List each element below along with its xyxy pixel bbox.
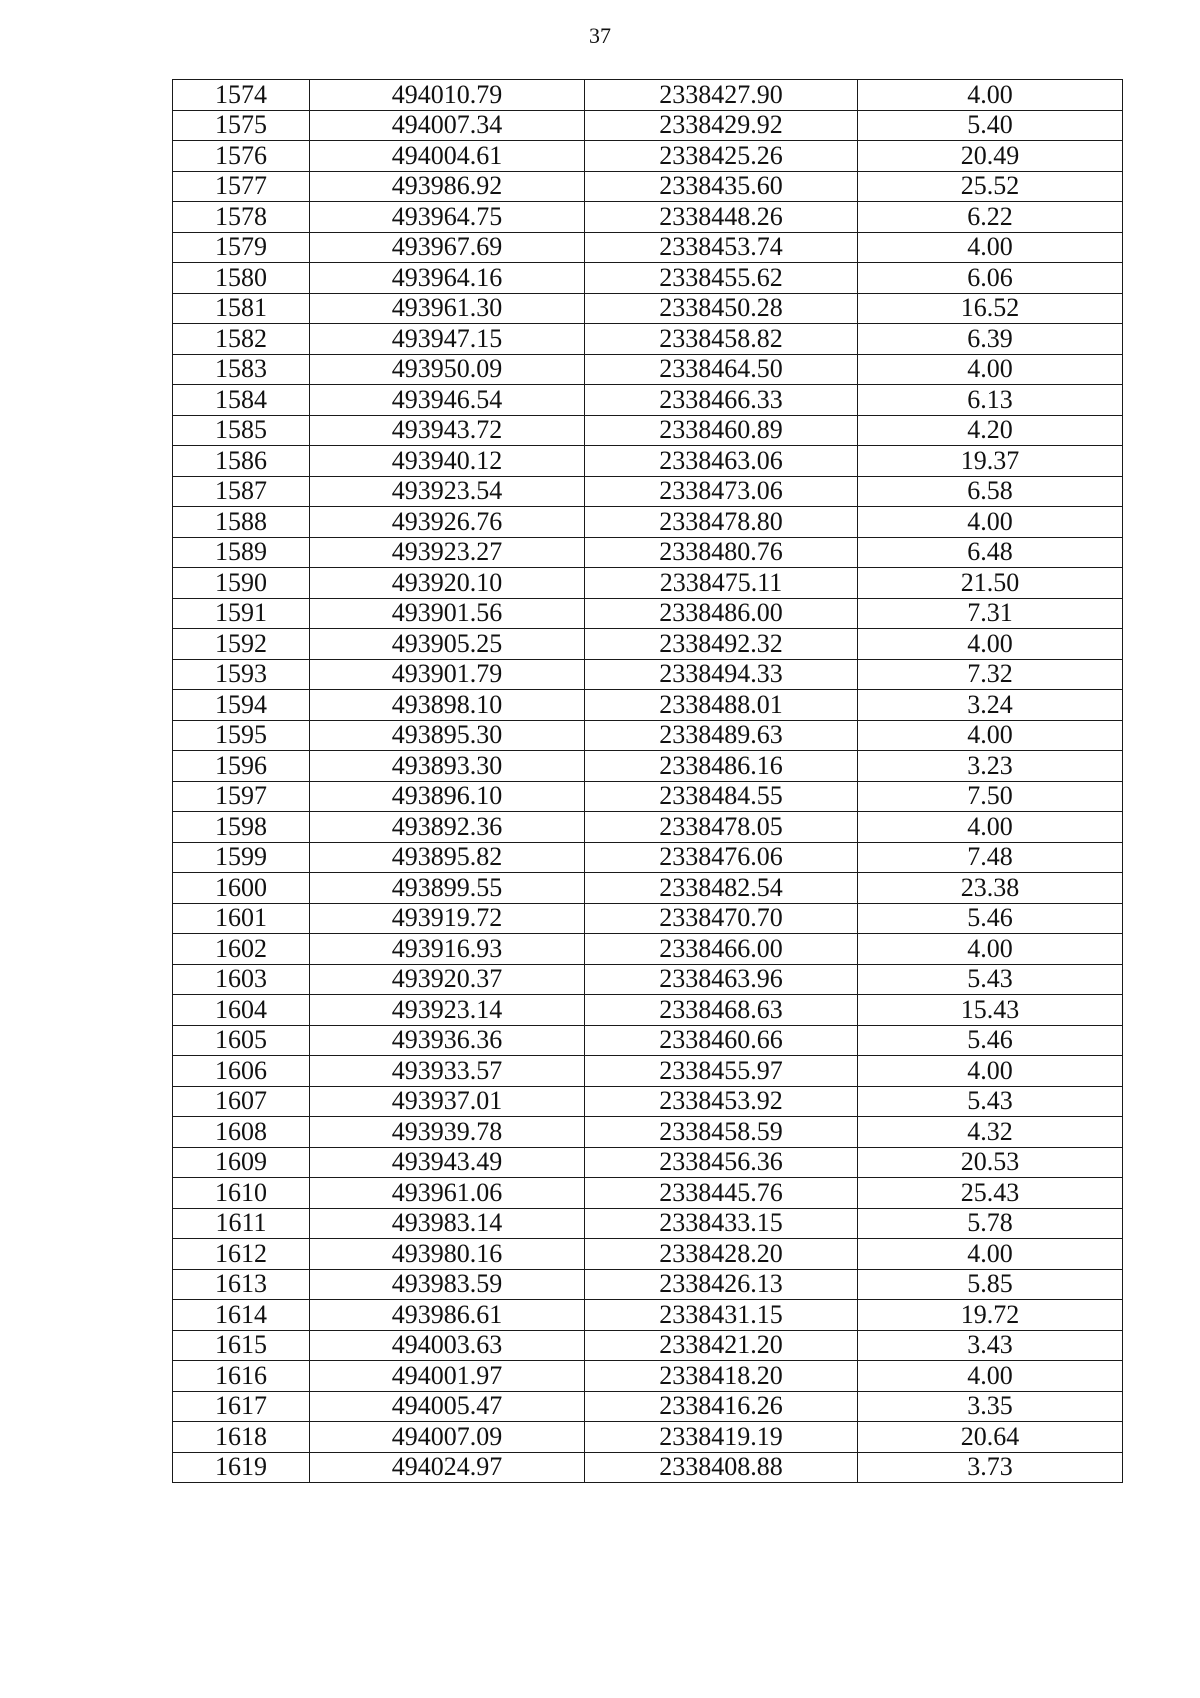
table-row [173, 476, 1123, 507]
point-number-cell: 1594 [173, 690, 310, 721]
y-coordinate-cell: 2338433.15 [585, 1208, 858, 1239]
y-coordinate-cell: 2338431.15 [585, 1300, 858, 1331]
y-coordinate-cell: 2338455.62 [585, 263, 858, 294]
table-row [173, 934, 1123, 965]
table-row [173, 1025, 1123, 1056]
point-number-cell: 1597 [173, 781, 310, 812]
point-number-cell: 1606 [173, 1056, 310, 1087]
distance-cell: 20.53 [858, 1147, 1123, 1178]
y-coordinate-cell: 2338425.26 [585, 141, 858, 172]
distance-cell: 6.48 [858, 537, 1123, 568]
table-row [173, 80, 1123, 111]
y-coordinate-cell: 2338435.60 [585, 171, 858, 202]
point-number-cell: 1613 [173, 1269, 310, 1300]
table-row [173, 842, 1123, 873]
x-coordinate-cell: 493933.57 [310, 1056, 585, 1087]
point-number-cell: 1610 [173, 1178, 310, 1209]
table-row [173, 537, 1123, 568]
x-coordinate-cell: 493898.10 [310, 690, 585, 721]
y-coordinate-cell: 2338486.00 [585, 598, 858, 629]
point-number-cell: 1611 [173, 1208, 310, 1239]
x-coordinate-cell: 493923.14 [310, 995, 585, 1026]
table-row [173, 1452, 1123, 1483]
y-coordinate-cell: 2338450.28 [585, 293, 858, 324]
x-coordinate-cell: 494007.34 [310, 110, 585, 141]
distance-cell: 4.00 [858, 80, 1123, 111]
point-number-cell: 1592 [173, 629, 310, 660]
point-number-cell: 1584 [173, 385, 310, 416]
y-coordinate-cell: 2338484.55 [585, 781, 858, 812]
distance-cell: 16.52 [858, 293, 1123, 324]
point-number-cell: 1580 [173, 263, 310, 294]
x-coordinate-cell: 493899.55 [310, 873, 585, 904]
table-row [173, 873, 1123, 904]
distance-cell: 4.32 [858, 1117, 1123, 1148]
x-coordinate-cell: 493892.36 [310, 812, 585, 843]
point-number-cell: 1593 [173, 659, 310, 690]
distance-cell: 19.37 [858, 446, 1123, 477]
y-coordinate-cell: 2338476.06 [585, 842, 858, 873]
x-coordinate-cell: 493893.30 [310, 751, 585, 782]
distance-cell: 4.00 [858, 232, 1123, 263]
distance-cell: 15.43 [858, 995, 1123, 1026]
table-row [173, 751, 1123, 782]
distance-cell: 5.40 [858, 110, 1123, 141]
table-row [173, 598, 1123, 629]
x-coordinate-cell: 493923.54 [310, 476, 585, 507]
table-row [173, 202, 1123, 233]
table-row [173, 1391, 1123, 1422]
coordinates-table-body [173, 80, 1123, 1483]
distance-cell: 19.72 [858, 1300, 1123, 1331]
distance-cell: 20.49 [858, 141, 1123, 172]
y-coordinate-cell: 2338427.90 [585, 80, 858, 111]
x-coordinate-cell: 493964.16 [310, 263, 585, 294]
x-coordinate-cell: 494007.09 [310, 1422, 585, 1453]
x-coordinate-cell: 493947.15 [310, 324, 585, 355]
x-coordinate-cell: 493920.37 [310, 964, 585, 995]
table-row [173, 1361, 1123, 1392]
table-row [173, 446, 1123, 477]
distance-cell: 4.00 [858, 629, 1123, 660]
distance-cell: 3.73 [858, 1452, 1123, 1483]
table-row [173, 1422, 1123, 1453]
distance-cell: 4.00 [858, 1361, 1123, 1392]
distance-cell: 4.00 [858, 934, 1123, 965]
point-number-cell: 1616 [173, 1361, 310, 1392]
x-coordinate-cell: 493937.01 [310, 1086, 585, 1117]
point-number-cell: 1598 [173, 812, 310, 843]
distance-cell: 4.00 [858, 1056, 1123, 1087]
table-row [173, 1208, 1123, 1239]
distance-cell: 23.38 [858, 873, 1123, 904]
y-coordinate-cell: 2338458.82 [585, 324, 858, 355]
y-coordinate-cell: 2338478.80 [585, 507, 858, 538]
distance-cell: 25.43 [858, 1178, 1123, 1209]
y-coordinate-cell: 2338468.63 [585, 995, 858, 1026]
y-coordinate-cell: 2338466.33 [585, 385, 858, 416]
point-number-cell: 1575 [173, 110, 310, 141]
x-coordinate-cell: 493986.61 [310, 1300, 585, 1331]
x-coordinate-cell: 493895.30 [310, 720, 585, 751]
x-coordinate-cell: 493926.76 [310, 507, 585, 538]
y-coordinate-cell: 2338486.16 [585, 751, 858, 782]
table-row [173, 1300, 1123, 1331]
distance-cell: 25.52 [858, 171, 1123, 202]
y-coordinate-cell: 2338445.76 [585, 1178, 858, 1209]
point-number-cell: 1583 [173, 354, 310, 385]
y-coordinate-cell: 2338466.00 [585, 934, 858, 965]
point-number-cell: 1618 [173, 1422, 310, 1453]
table-row [173, 263, 1123, 294]
y-coordinate-cell: 2338418.20 [585, 1361, 858, 1392]
x-coordinate-cell: 493961.30 [310, 293, 585, 324]
distance-cell: 4.00 [858, 1239, 1123, 1270]
table-row [173, 110, 1123, 141]
distance-cell: 20.64 [858, 1422, 1123, 1453]
y-coordinate-cell: 2338489.63 [585, 720, 858, 751]
point-number-cell: 1615 [173, 1330, 310, 1361]
x-coordinate-cell: 494024.97 [310, 1452, 585, 1483]
table-row [173, 995, 1123, 1026]
table-row [173, 324, 1123, 355]
point-number-cell: 1589 [173, 537, 310, 568]
x-coordinate-cell: 493923.27 [310, 537, 585, 568]
table-row [173, 568, 1123, 599]
x-coordinate-cell: 494010.79 [310, 80, 585, 111]
point-number-cell: 1603 [173, 964, 310, 995]
y-coordinate-cell: 2338448.26 [585, 202, 858, 233]
point-number-cell: 1596 [173, 751, 310, 782]
point-number-cell: 1585 [173, 415, 310, 446]
y-coordinate-cell: 2338408.88 [585, 1452, 858, 1483]
x-coordinate-cell: 493961.06 [310, 1178, 585, 1209]
x-coordinate-cell: 493895.82 [310, 842, 585, 873]
y-coordinate-cell: 2338463.06 [585, 446, 858, 477]
table-row [173, 659, 1123, 690]
table-row [173, 812, 1123, 843]
y-coordinate-cell: 2338482.54 [585, 873, 858, 904]
y-coordinate-cell: 2338460.66 [585, 1025, 858, 1056]
distance-cell: 3.23 [858, 751, 1123, 782]
table-row [173, 720, 1123, 751]
x-coordinate-cell: 493967.69 [310, 232, 585, 263]
distance-cell: 7.50 [858, 781, 1123, 812]
distance-cell: 6.58 [858, 476, 1123, 507]
y-coordinate-cell: 2338421.20 [585, 1330, 858, 1361]
x-coordinate-cell: 493939.78 [310, 1117, 585, 1148]
y-coordinate-cell: 2338455.97 [585, 1056, 858, 1087]
y-coordinate-cell: 2338419.19 [585, 1422, 858, 1453]
distance-cell: 7.31 [858, 598, 1123, 629]
point-number-cell: 1576 [173, 141, 310, 172]
x-coordinate-cell: 493986.92 [310, 171, 585, 202]
x-coordinate-cell: 494003.63 [310, 1330, 585, 1361]
point-number-cell: 1604 [173, 995, 310, 1026]
table-row [173, 232, 1123, 263]
x-coordinate-cell: 493983.59 [310, 1269, 585, 1300]
point-number-cell: 1582 [173, 324, 310, 355]
table-row [173, 1330, 1123, 1361]
y-coordinate-cell: 2338458.59 [585, 1117, 858, 1148]
point-number-cell: 1609 [173, 1147, 310, 1178]
table-row [173, 1147, 1123, 1178]
y-coordinate-cell: 2338478.05 [585, 812, 858, 843]
y-coordinate-cell: 2338494.33 [585, 659, 858, 690]
point-number-cell: 1581 [173, 293, 310, 324]
table-row [173, 1086, 1123, 1117]
x-coordinate-cell: 493936.36 [310, 1025, 585, 1056]
distance-cell: 4.00 [858, 720, 1123, 751]
point-number-cell: 1608 [173, 1117, 310, 1148]
table-row [173, 385, 1123, 416]
distance-cell: 5.78 [858, 1208, 1123, 1239]
x-coordinate-cell: 493964.75 [310, 202, 585, 233]
distance-cell: 4.00 [858, 507, 1123, 538]
table-row [173, 903, 1123, 934]
y-coordinate-cell: 2338456.36 [585, 1147, 858, 1178]
distance-cell: 21.50 [858, 568, 1123, 599]
point-number-cell: 1619 [173, 1452, 310, 1483]
x-coordinate-cell: 493983.14 [310, 1208, 585, 1239]
y-coordinate-cell: 2338488.01 [585, 690, 858, 721]
table-row [173, 415, 1123, 446]
point-number-cell: 1617 [173, 1391, 310, 1422]
table-row [173, 354, 1123, 385]
distance-cell: 3.24 [858, 690, 1123, 721]
x-coordinate-cell: 493980.16 [310, 1239, 585, 1270]
point-number-cell: 1605 [173, 1025, 310, 1056]
point-number-cell: 1595 [173, 720, 310, 751]
distance-cell: 5.43 [858, 964, 1123, 995]
y-coordinate-cell: 2338453.74 [585, 232, 858, 263]
point-number-cell: 1607 [173, 1086, 310, 1117]
x-coordinate-cell: 493943.49 [310, 1147, 585, 1178]
point-number-cell: 1602 [173, 934, 310, 965]
table-row [173, 629, 1123, 660]
x-coordinate-cell: 493920.10 [310, 568, 585, 599]
distance-cell: 4.20 [858, 415, 1123, 446]
x-coordinate-cell: 493901.79 [310, 659, 585, 690]
x-coordinate-cell: 493950.09 [310, 354, 585, 385]
distance-cell: 3.43 [858, 1330, 1123, 1361]
y-coordinate-cell: 2338429.92 [585, 110, 858, 141]
x-coordinate-cell: 493916.93 [310, 934, 585, 965]
y-coordinate-cell: 2338480.76 [585, 537, 858, 568]
y-coordinate-cell: 2338460.89 [585, 415, 858, 446]
point-number-cell: 1588 [173, 507, 310, 538]
point-number-cell: 1600 [173, 873, 310, 904]
y-coordinate-cell: 2338416.26 [585, 1391, 858, 1422]
y-coordinate-cell: 2338470.70 [585, 903, 858, 934]
y-coordinate-cell: 2338464.50 [585, 354, 858, 385]
point-number-cell: 1612 [173, 1239, 310, 1270]
point-number-cell: 1578 [173, 202, 310, 233]
point-number-cell: 1579 [173, 232, 310, 263]
distance-cell: 6.39 [858, 324, 1123, 355]
table-row [173, 507, 1123, 538]
x-coordinate-cell: 493946.54 [310, 385, 585, 416]
distance-cell: 4.00 [858, 812, 1123, 843]
table-row [173, 1056, 1123, 1087]
distance-cell: 7.32 [858, 659, 1123, 690]
distance-cell: 5.85 [858, 1269, 1123, 1300]
table-row [173, 171, 1123, 202]
point-number-cell: 1591 [173, 598, 310, 629]
x-coordinate-cell: 493901.56 [310, 598, 585, 629]
x-coordinate-cell: 494004.61 [310, 141, 585, 172]
y-coordinate-cell: 2338475.11 [585, 568, 858, 599]
distance-cell: 4.00 [858, 354, 1123, 385]
y-coordinate-cell: 2338426.13 [585, 1269, 858, 1300]
point-number-cell: 1574 [173, 80, 310, 111]
table-row [173, 1239, 1123, 1270]
y-coordinate-cell: 2338473.06 [585, 476, 858, 507]
distance-cell: 5.46 [858, 903, 1123, 934]
point-number-cell: 1586 [173, 446, 310, 477]
table-row [173, 964, 1123, 995]
x-coordinate-cell: 493905.25 [310, 629, 585, 660]
table-row [173, 690, 1123, 721]
point-number-cell: 1587 [173, 476, 310, 507]
table-row [173, 293, 1123, 324]
x-coordinate-cell: 494005.47 [310, 1391, 585, 1422]
table-row [173, 1117, 1123, 1148]
distance-cell: 7.48 [858, 842, 1123, 873]
table-row [173, 141, 1123, 172]
distance-cell: 5.43 [858, 1086, 1123, 1117]
x-coordinate-cell: 494001.97 [310, 1361, 585, 1392]
y-coordinate-cell: 2338453.92 [585, 1086, 858, 1117]
table-row [173, 781, 1123, 812]
x-coordinate-cell: 493896.10 [310, 781, 585, 812]
y-coordinate-cell: 2338463.96 [585, 964, 858, 995]
distance-cell: 3.35 [858, 1391, 1123, 1422]
x-coordinate-cell: 493940.12 [310, 446, 585, 477]
y-coordinate-cell: 2338428.20 [585, 1239, 858, 1270]
coordinates-table [172, 79, 1123, 1483]
table-row [173, 1178, 1123, 1209]
page-number: 37 [589, 23, 611, 48]
x-coordinate-cell: 493919.72 [310, 903, 585, 934]
distance-cell: 6.13 [858, 385, 1123, 416]
point-number-cell: 1577 [173, 171, 310, 202]
point-number-cell: 1614 [173, 1300, 310, 1331]
table-row [173, 1269, 1123, 1300]
x-coordinate-cell: 493943.72 [310, 415, 585, 446]
point-number-cell: 1601 [173, 903, 310, 934]
point-number-cell: 1599 [173, 842, 310, 873]
y-coordinate-cell: 2338492.32 [585, 629, 858, 660]
distance-cell: 6.06 [858, 263, 1123, 294]
point-number-cell: 1590 [173, 568, 310, 599]
distance-cell: 6.22 [858, 202, 1123, 233]
distance-cell: 5.46 [858, 1025, 1123, 1056]
